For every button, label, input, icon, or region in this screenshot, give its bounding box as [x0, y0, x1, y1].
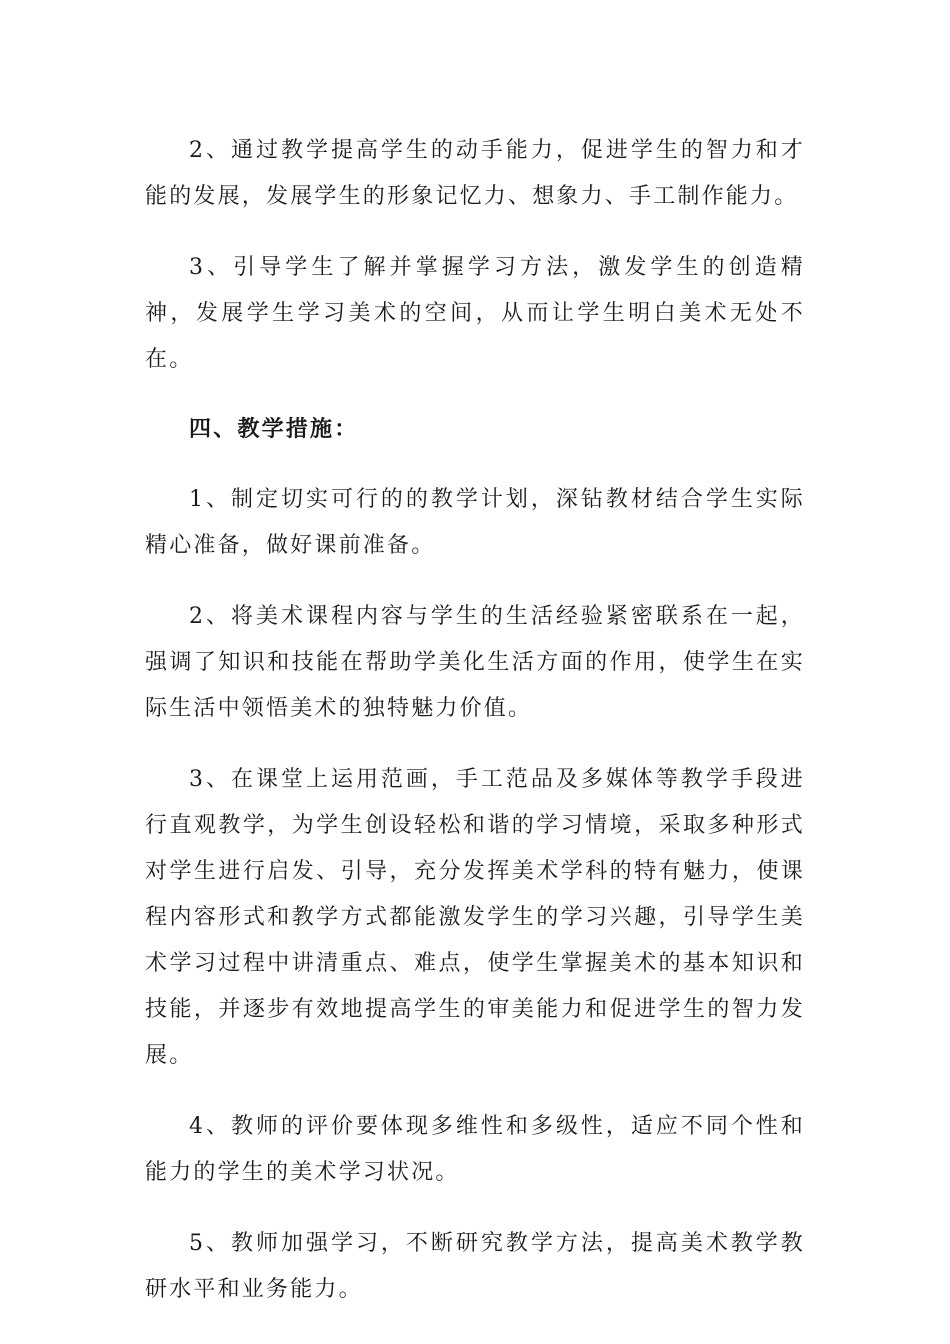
measure-item-5: 5、教师加强学习，不断研究教学方法，提高美术教学教研水平和业务能力。 — [145, 1231, 805, 1302]
measure-item-1: 1、制定切实可行的的教学计划，深钻教材结合学生实际精心准备，做好课前准备。 — [145, 487, 805, 558]
measure-item-2: 2、将美术课程内容与学生的生活经验紧密联系在一起，强调了知识和技能在帮助学美化生活方面的作用，使学生在实际生活中领悟美术的独特魅力价值。 — [145, 604, 805, 721]
paragraph-goal-3: 3、引导学生了解并掌握学习方法，激发学生的创造精神，发展学生学习美术的空间，从而让学生明白美术无处不在。 — [145, 255, 805, 372]
paragraph-goal-2: 2、通过教学提高学生的动手能力，促进学生的智力和才能的发展，发展学生的形象记忆力、想象力、手工制作能力。 — [145, 138, 805, 209]
document-body — [145, 128, 805, 1338]
measure-item-3: 3、在课堂上运用范画，手工范品及多媒体等教学手段进行直观教学，为学生创设轻松和谐的学习情境，采取多种形式对学生进行启发、引导，充分发挥美术学科的特有魅力，使课程内容形式和教学方式都能激发学生的学习兴趣，引导学生美术学习过程中讲清重点、难点，使学生掌握美术的基本知识和技能，并逐步有效地提高学生的审美能力和促进学生的智力发展。 — [145, 767, 805, 1068]
section-heading: 四、教学措施： — [189, 416, 359, 442]
measure-item-4: 4、教师的评价要体现多维性和多级性，适应不同个性和能力的学生的美术学习状况。 — [145, 1114, 805, 1185]
